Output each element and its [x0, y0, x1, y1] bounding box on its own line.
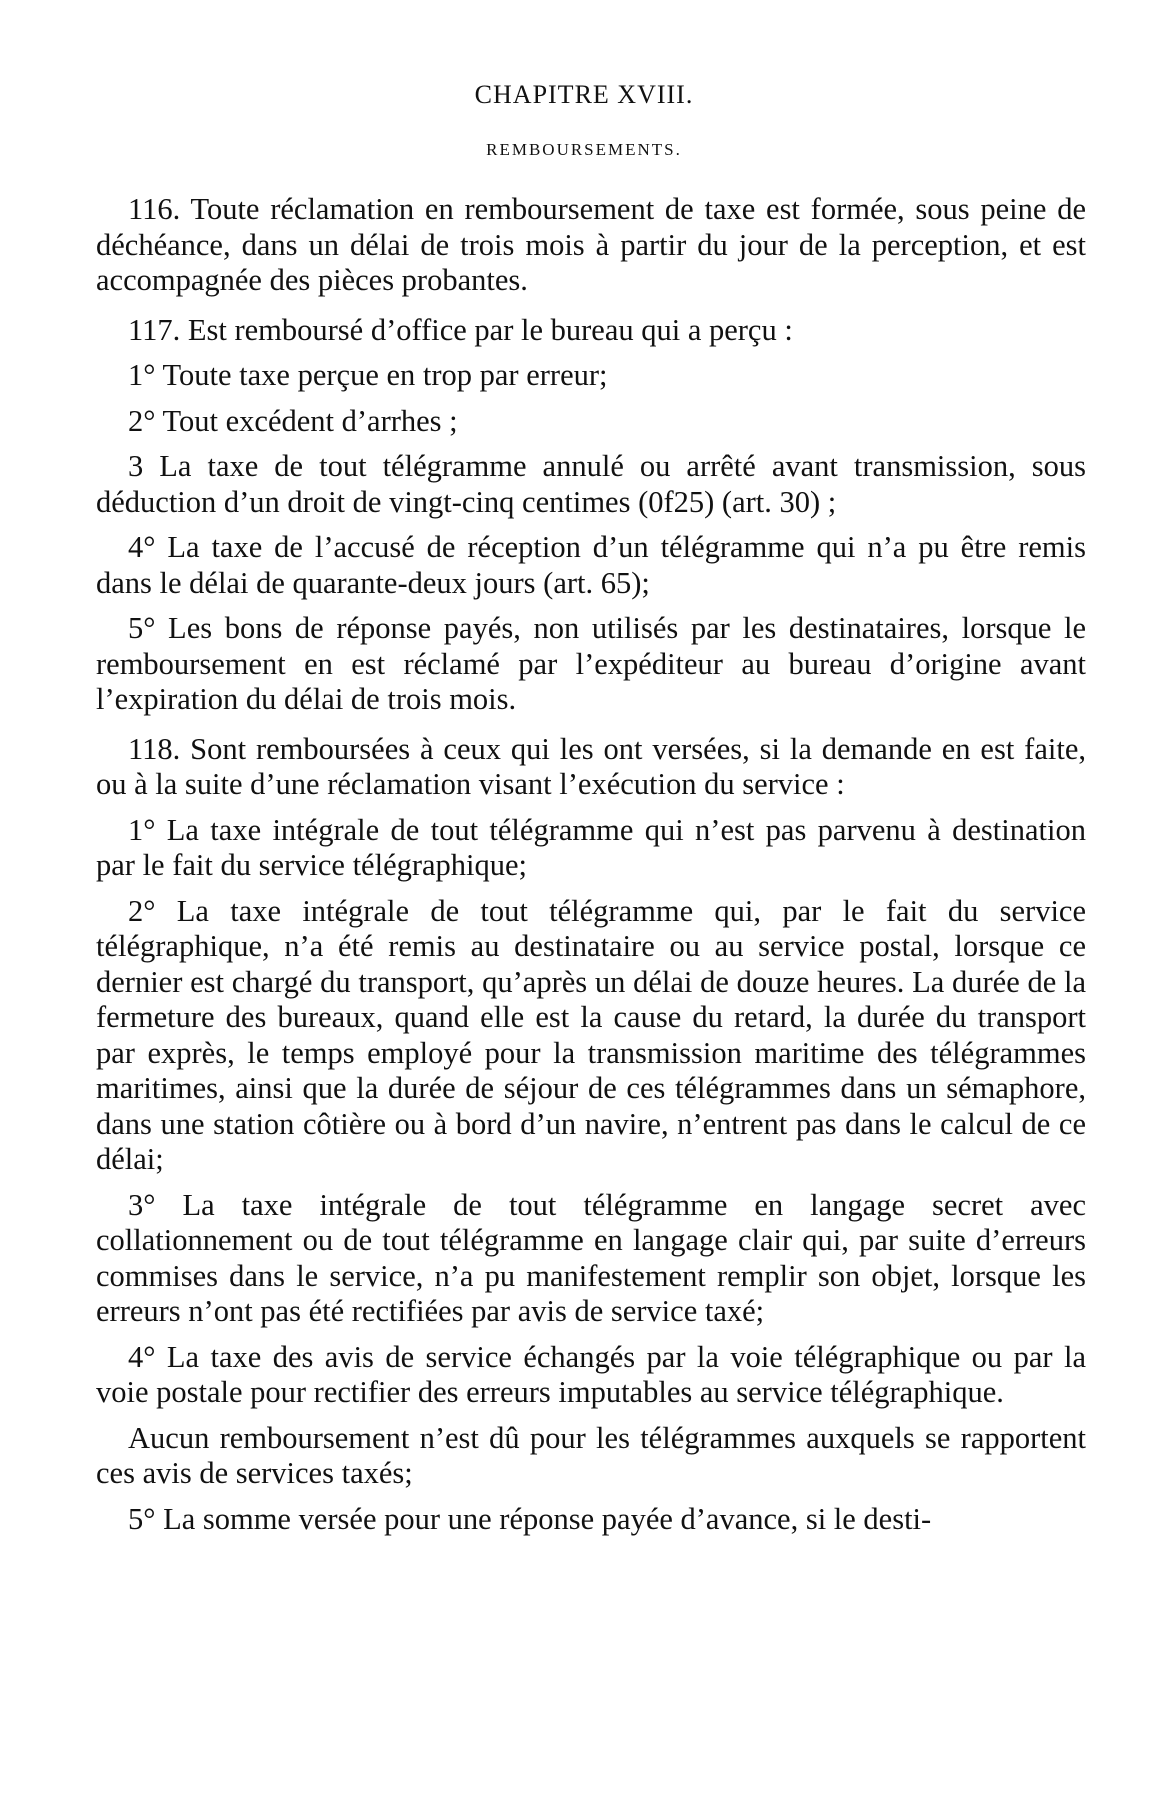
article-116: 116. Toute réclamation en remboursement de taxe est formée, sous peine de déchéance, dans un délai de trois mois à partir du jour de la perception, et est accompagnée des pièces probantes.	[96, 192, 1086, 297]
page-body	[96, 192, 1086, 1547]
article-118-item-2: 2° La taxe intégrale de tout télégramme qui, par le fait du service télégraphique, n’a été remis au destinataire ou au service postal, lorsque ce dernier est chargé du transport, qu’après un délai de douze heures. La durée de la fermeture des bureaux, quand elle est la cause du retard, la durée du transport par exprès, le temps employé pour la transmission maritime des télégrammes maritimes, ainsi que la durée de séjour de ces télégrammes dans un sémaphore, dans une station côtière ou à bord d’un navire, n’entrent pas dans le calcul de ce délai;	[96, 893, 1086, 1176]
article-117-intro: 117. Est remboursé d’office par le bureau qui a perçu :	[128, 312, 793, 347]
article-117-item-3: 3 La taxe de tout télégramme annulé ou arrêté avant transmission, sous déduction d’un droit de vingt-cinq centimes (0f25) (art. 30) ;	[96, 449, 1086, 519]
chapter-title: CHAPITRE XVIII.	[474, 80, 694, 109]
article-117-item-4: 4° La taxe de l’accusé de réception d’un télégramme qui n’a pu être remis dans le délai de quarante-deux jours (art. 65);	[96, 530, 1086, 600]
article-117-item-1: 1° Toute taxe perçue en trop par erreur;	[128, 358, 608, 392]
article-118-intro: 118. Sont remboursées à ceux qui les ont versées, si la demande en est faite, ou à la suite d’une réclamation visant l’exécution du service :	[96, 731, 1086, 801]
article-118-item-5: 5° La somme versée pour une réponse payée d’avance, si le desti-	[128, 1501, 932, 1536]
article-118-item-4: 4° La taxe des avis de service échangés par la voie télégraphique ou par la voie postale pour rectifier des erreurs imputables au service télégraphique.	[96, 1339, 1086, 1409]
article-118-item-3: 3° La taxe intégrale de tout télégramme en langage secret avec collationnement ou de tout télégramme en langage clair qui, par suite d’erreurs commises dans le service, n’a pu manifestement remplir son objet, lorsque les erreurs n’ont pas été rectifiées par avis de service taxé;	[96, 1187, 1086, 1328]
section-title: REMBOURSEMENTS.	[486, 140, 682, 159]
article-118-item-1: 1° La taxe intégrale de tout télégramme qui n’est pas parvenu à destination par le fait du service télégraphique;	[96, 812, 1086, 882]
article-117-item-5: 5° Les bons de réponse payés, non utilisés par les destinataires, lorsque le remboursement en est réclamé par l’expéditeur au bureau d’origine avant l’expiration du délai de trois mois.	[96, 611, 1086, 716]
article-118-note: Aucun remboursement n’est dû pour les télégrammes auxquels se rapportent ces avis de services taxés;	[96, 1420, 1086, 1490]
article-117-item-2: 2° Tout excédent d’arrhes ;	[128, 403, 458, 438]
